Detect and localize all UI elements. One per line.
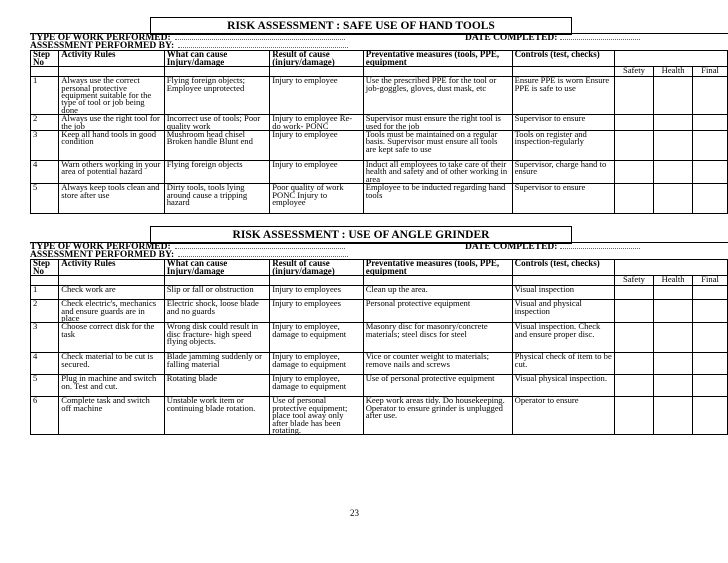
- cause-cell: Dirty tools, tools lying around cause a tripping hazard: [164, 184, 269, 214]
- table-row: [31, 131, 728, 161]
- section1-date-completed: DATE COMPLETED:: [465, 34, 640, 42]
- cause-cell: Wrong disk could result in disc fracture- high speed flying objects.: [164, 323, 269, 353]
- table-row: [31, 397, 728, 435]
- result-cell: Injury to employee, damage to equipment: [270, 323, 364, 353]
- col-controls: Controls (test, checks): [512, 51, 614, 67]
- col-step: Step No: [31, 51, 59, 67]
- section2-title: RISK ASSESSMENT : USE OF ANGLE GRINDER: [150, 226, 572, 244]
- step-cell: 5: [31, 375, 59, 397]
- cause-cell: Unstable work item or continuing blade rotation.: [164, 397, 269, 435]
- measures-cell: Personal protective equipment: [363, 300, 512, 323]
- col-final: Final: [693, 276, 728, 286]
- activity-cell: Check electric's, mechanics and ensure guards are in place: [59, 300, 164, 323]
- cause-cell: Flying foreign objects; Employee unprotected: [164, 77, 269, 115]
- cause-cell: Mushroom head chisel Broken handle Blunt end: [164, 131, 269, 161]
- controls-cell: Visual physical inspection.: [512, 375, 614, 397]
- col-step: Step No: [31, 260, 59, 276]
- result-cell: Injury to employees: [270, 300, 364, 323]
- activity-cell: Always keep tools clean and store after use: [59, 184, 164, 214]
- controls-cell: Supervisor, charge hand to ensure: [512, 161, 614, 184]
- col-preventative: Preventative measures (tools, PPE, equipment: [363, 260, 512, 276]
- col-result: Result of cause (injury/damage): [270, 51, 364, 67]
- controls-cell: Visual inspection: [512, 286, 614, 300]
- controls-cell: Tools on register and inspection-regularly: [512, 131, 614, 161]
- activity-cell: Always use the right tool for the job: [59, 115, 164, 131]
- step-cell: 1: [31, 77, 59, 115]
- section2-date-completed: DATE COMPLETED:: [465, 243, 640, 251]
- measures-cell: Induct all employees to take care of their health and safety and of other working in area: [363, 161, 512, 184]
- step-cell: 3: [31, 131, 59, 161]
- controls-cell: Visual inspection. Check and ensure proper disc.: [512, 323, 614, 353]
- col-cause: What can cause Injury/damage: [164, 260, 269, 276]
- activity-cell: Always use the correct personal protective equipment suitable for the type of tool or job being done: [59, 77, 164, 115]
- col-health: Health: [654, 276, 693, 286]
- measures-cell: Masonry disc for masonry/concrete materials; steel discs for steel: [363, 323, 512, 353]
- result-cell: Injury to employee, damage to equipment: [270, 353, 364, 375]
- step-cell: 2: [31, 300, 59, 323]
- step-cell: 2: [31, 115, 59, 131]
- measures-cell: Employee to be inducted regarding hand tools: [363, 184, 512, 214]
- section1-title: RISK ASSESSMENT : SAFE USE OF HAND TOOLS: [150, 17, 572, 35]
- step-cell: 4: [31, 353, 59, 375]
- step-cell: 1: [31, 286, 59, 300]
- section2-table: [30, 259, 728, 435]
- activity-cell: Plug in machine and switch on. Test and cut.: [59, 375, 164, 397]
- col-final: Final: [693, 67, 728, 77]
- controls-cell: Supervisor to ensure: [512, 184, 614, 214]
- col-preventative: Preventative measures (tools, PPE, equipment: [363, 51, 512, 67]
- section1-type-of-work: TYPE OF WORK PERFORMED:: [30, 34, 345, 42]
- section2-performed-by: ASSESSMENT PERFORMED BY:: [30, 251, 348, 259]
- table-row: [31, 300, 728, 323]
- measures-cell: Use the prescribed PPE for the tool or job-goggles, gloves, dust mask, etc: [363, 77, 512, 115]
- col-health: Health: [654, 67, 693, 77]
- col-safety: Safety: [614, 67, 653, 77]
- col-safety: Safety: [614, 276, 653, 286]
- cause-cell: Blade jamming suddenly or falling material: [164, 353, 269, 375]
- measures-cell: Clean up the area.: [363, 286, 512, 300]
- activity-cell: Keep all hand tools in good condition: [59, 131, 164, 161]
- result-cell: Injury to employees: [270, 286, 364, 300]
- table-row: [31, 161, 728, 184]
- activity-cell: Warn others working in your area of potential hazard: [59, 161, 164, 184]
- step-cell: 5: [31, 184, 59, 214]
- table-row: [31, 375, 728, 397]
- cause-cell: Electric shock, loose blade and no guards: [164, 300, 269, 323]
- activity-cell: Check work are: [59, 286, 164, 300]
- controls-cell: Operator to ensure: [512, 397, 614, 435]
- table-row: [31, 353, 728, 375]
- measures-cell: Keep work areas tidy. Do housekeeping. Operator to ensure grinder is unplugged after use.: [363, 397, 512, 435]
- cause-cell: Incorrect use of tools; Poor quality work: [164, 115, 269, 131]
- result-cell: Injury to employee: [270, 161, 364, 184]
- step-cell: 4: [31, 161, 59, 184]
- cause-cell: Flying foreign objects: [164, 161, 269, 184]
- page-number: 23: [350, 508, 359, 518]
- cause-cell: Rotating blade: [164, 375, 269, 397]
- controls-cell: Physical check of item to be cut.: [512, 353, 614, 375]
- table-row: [31, 323, 728, 353]
- result-cell: Injury to employee: [270, 131, 364, 161]
- cause-cell: Slip or fall or obstruction: [164, 286, 269, 300]
- result-cell: Injury to employee Re-do work- PONC: [270, 115, 364, 131]
- result-cell: Use of personal protective equipment; place tool away only after blade has been rotating.: [270, 397, 364, 435]
- result-cell: Injury to employee, damage to equipment: [270, 375, 364, 397]
- col-controls: Controls (test, checks): [512, 260, 614, 276]
- col-activity: Activity Rules: [59, 51, 164, 67]
- result-cell: Injury to employee: [270, 77, 364, 115]
- step-cell: 3: [31, 323, 59, 353]
- table-row: [31, 184, 728, 214]
- section1-performed-by: ASSESSMENT PERFORMED BY:: [30, 42, 348, 50]
- activity-cell: Complete task and switch off machine: [59, 397, 164, 435]
- measures-cell: Vice or counter weight to materials; remove nails and screws: [363, 353, 512, 375]
- result-cell: Poor quality of work PONC Injury to employee: [270, 184, 364, 214]
- controls-cell: Ensure PPE is worn Ensure PPE is safe to use: [512, 77, 614, 115]
- step-cell: 6: [31, 397, 59, 435]
- measures-cell: Use of personal protective equipment: [363, 375, 512, 397]
- col-result: Result of cause (injury/damage): [270, 260, 364, 276]
- controls-cell: Supervisor to ensure: [512, 115, 614, 131]
- col-activity: Activity Rules: [59, 260, 164, 276]
- activity-cell: Choose correct disk for the task: [59, 323, 164, 353]
- table-row: [31, 77, 728, 115]
- controls-cell: Visual and physical inspection: [512, 300, 614, 323]
- measures-cell: Tools must be maintained on a regular basis. Supervisor must ensure all tools are kept safe to use: [363, 131, 512, 161]
- col-cause: What can cause Injury/damage: [164, 51, 269, 67]
- section1-table: [30, 50, 728, 214]
- measures-cell: Supervisor must ensure the right tool is used for the job: [363, 115, 512, 131]
- section2-type-of-work: TYPE OF WORK PERFORMED:: [30, 243, 345, 251]
- activity-cell: Check material to be cut is secured.: [59, 353, 164, 375]
